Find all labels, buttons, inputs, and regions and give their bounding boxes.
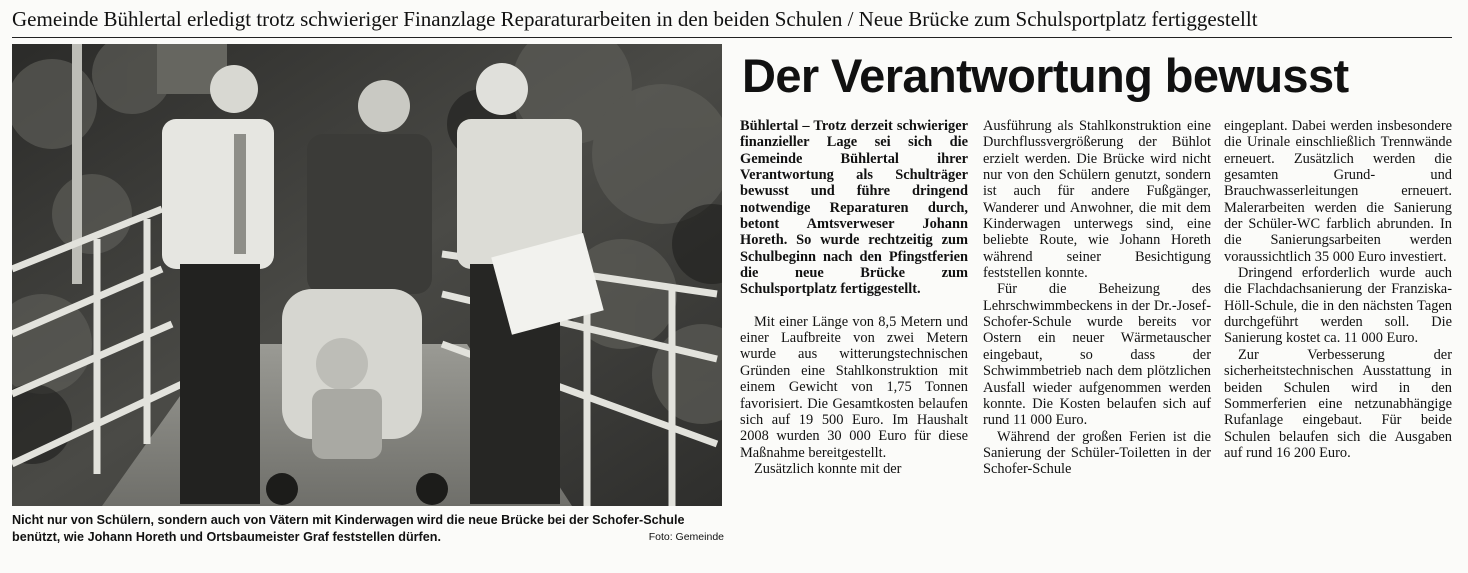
article-paragraph: Zusätzlich konnte mit der bbox=[754, 460, 902, 477]
article-paragraph: eingeplant. Dabei werden insbesondere die Urinale einschließlich Trennwände erneuert. Zusätzlich werden die gesamten Grund- und Brauchwasserleitungen erneuert. Malerarbeiten werden die Sanierung der Schüler-WC farblich abrunden. In die Sanierungsarbeiten werden voraussichtlich 35 000 Euro investiert. bbox=[1224, 118, 1452, 265]
article-paragraph: Ausführung als Stahlkonstruktion eine Durchflussvergrößerung der Bühlot erzielt werden. Die Brücke wird nicht nur von den Schülern genutzt, sondern ist auch für andere Fußgänger, Wanderer und Anwohner, die mit dem Kinderwagen unterwegs sind, eine beliebte Route, wie Johann Horeth während seiner Besichtigung feststellen konnte. bbox=[983, 118, 1211, 282]
article-column-2 bbox=[983, 118, 1211, 478]
article-column-3 bbox=[1224, 118, 1452, 461]
photo-caption bbox=[12, 512, 724, 546]
article-paragraph: Dringend erforderlich wurde auch die Flachdachsanierung der Franziska-Höll-Schule, die in den nächsten Tagen durchgeführt werden soll. Die Sanierung kostet ca. 11 000 Euro. bbox=[1224, 265, 1452, 347]
caption-text: Nicht nur von Schülern, sondern auch von Vätern mit Kinderwagen wird die neue Brücke bei der Schofer-Schule benützt, wie Johann Horeth und Ortsbaumeister Graf feststellen dürfen. bbox=[12, 513, 685, 544]
headline: Der Verantwortung bewusst bbox=[742, 49, 1349, 102]
article-paragraph: Mit einer Länge von 8,5 Metern und einer Laufbreite von zwei Metern wurde aus witterungstechnischen Gründen eine Stahlkonstruktion mit einem Gewicht von 1,75 Tonnen favorisiert. Die Gesamtkosten belaufen sich auf 19 500 Euro. Im Haushalt 2008 wurden 30 000 Euro für diese Maßnahme bereitgestellt. bbox=[740, 313, 968, 461]
photo-credit: Foto: Gemeinde bbox=[648, 531, 724, 543]
article-column-1 bbox=[740, 118, 968, 477]
photo-icon bbox=[12, 44, 722, 506]
article-lead: Bühlertal – Trotz derzeit schwieriger finanzieller Lage sei sich die Gemeinde Bühlertal ihrer Verantwortung als Schulträger bewusst und führe dringend notwendige Reparaturen durch, betont Amtsverweser Johann Horeth. So wurde rechtzeitig zum Schulbeginn nach den Pfingstferien die neue Brücke zum Schulsportplatz fertiggestellt. bbox=[740, 118, 968, 298]
kicker-line: Gemeinde Bühlertal erledigt trotz schwieriger Finanzlage Reparaturarbeiten in den beiden Schulen / Neue Brücke zum Schulsportplatz fertiggestellt bbox=[12, 6, 1452, 38]
article-paragraph: Für die Beheizung des Lehrschwimmbeckens in der Dr.-Josef-Schofer-Schule wurde bereits vor Ostern ein neuer Wärmetauscher eingebaut, so dass der Schwimmbetrieb nach dem plötzlichen Ausfall wieder aufgenommen werden konnte. Die Kosten belaufen sich auf rund 11 000 Euro. bbox=[983, 281, 1211, 429]
article-photo bbox=[12, 44, 722, 506]
article-paragraph: Während der großen Ferien ist die Sanierung der Schüler-Toiletten in der Schofer-Schule bbox=[983, 428, 1211, 478]
article-paragraph: Zur Verbesserung der sicherheitstechnischen Ausstattung in beiden Schulen wird in den Sommerferien eine netzunabhängige Rufanlage eingebaut. Für beide Schulen belaufen sich die Ausgaben auf rund 16 200 Euro. bbox=[1224, 346, 1452, 461]
